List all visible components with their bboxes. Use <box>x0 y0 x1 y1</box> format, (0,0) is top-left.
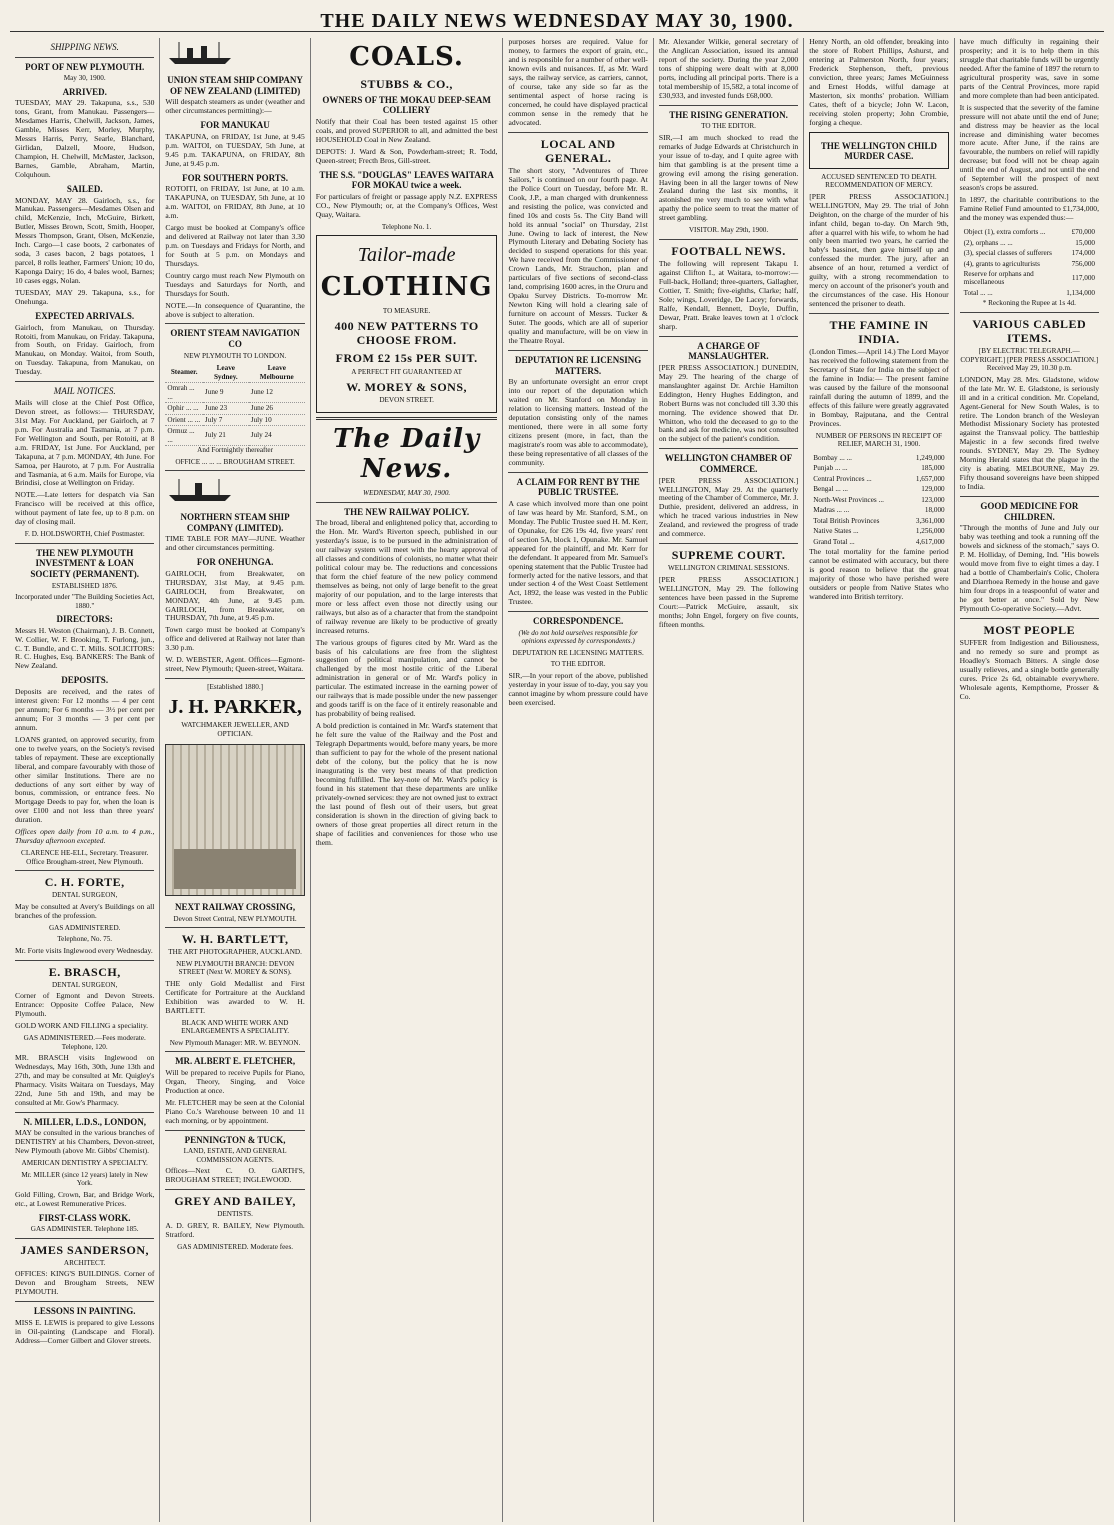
local-text: The short story, "Adventures of Three Sailors," is continued on our fourth page. At the Police Court on Tuesday, before Mr. R. Cook, J.P., a man charged with drunkenness and resisting the police, was convicted and fined 10s and costs 5s. The City Band will hold its annual "social" on Thursday, 21st June. Owing to lack of interest, the New Plymouth Literary and Debating Society has decided to suspend operations for this year. We have received from the Commissioner of Crown Lands, Mr. Strauchon, plan and particulars of five sections of second-class land, comprising 1600 acres, in the Oruru and Opaku Survey Districts. To-morrow Mr. Newton King will hold a clearing sale of furniture on account of Messrs. Tucker & Suter. The goods, which are all of superior quality and manufacture, will be on view in the Theatre Royal. <box>508 165 648 345</box>
pennington-body: Offices—Next C. O. GARTH'S, BROUGHAM STREET; INGLEWOOD. <box>165 1166 305 1185</box>
table-cell: Total British Provinces <box>813 516 880 525</box>
paper-date: WEDNESDAY, MAY 30, 1900. <box>363 489 451 498</box>
famine-text-2: The total mortality for the famine period cannot be estimated with accuracy, but there is good reason to believe that the great majority of those who have perished were outsiders or people from Native States who wandered into British territory. <box>809 547 949 602</box>
table-cell: Object (1), extra comforts ... <box>963 228 1046 237</box>
supreme-heading: SUPREME COURT. <box>671 548 786 563</box>
fund-table <box>960 226 1099 299</box>
bartlett-title: THE ART PHOTOGRAPHER, AUCKLAND. <box>168 948 302 957</box>
table-cell: June 9 <box>203 383 249 403</box>
football-text: The following will represent Takapu I. against Clifton I., at Waitara, to-morrow:—Full-back, Holland; three-quarters, Gallagher, Cottier, T. Smith; five-eighths, Clarke; half, Sole; wings, Loveridge, De Lacey; forwards, Ralfe, Kendall, Bennett, Doyle, Duffin, Dewar, Pratt. Brake leaves town at 1 o'clock sharp. <box>658 258 799 331</box>
murder-text: [PER PRESS ASSOCIATION.] WELLINGTON, May 29. The trial of John Deighton, on the charge of the murder of his infant child, began to-day. On March 9th, after a quarrel with his wife, to whom he had only been married two years, he carried the baby's bassinet, then gave himself up and confessed the murder. The jury, after an absence of an hour, returned a verdict of guilty, with a strong recommendation to mercy on account of the prisoner's youth and the circumstances of the case. His Honour sentenced the prisoner to death. <box>809 191 949 309</box>
orient-col-steamer: Steamer. <box>165 363 203 382</box>
murder-sub: ACCUSED SENTENCED TO DEATH. RECOMMENDATION OF MERCY. <box>821 172 937 190</box>
parker-name: J. H. PARKER, <box>168 695 302 718</box>
columns <box>10 38 1104 1522</box>
deposits-text: Deposits are received, and the rates of interest given: For 12 months — 4 per cent per annum; For 6 months — 3½ per cent per annum; For 3 months — 3 per cent per annum. <box>15 686 155 732</box>
table-cell: July 7 <box>203 414 249 425</box>
table-row <box>811 475 946 483</box>
pennington-name: PENNINGTON & TUCK, <box>184 1134 286 1145</box>
table-cell: Omrah ... ... <box>165 383 203 403</box>
editorial-para-1: The broad, liberal and enlightened policy that, according to the Hon. Mr. Ward's Riverton speech, published in our yesterday's issue, is to be pursued in the administration of our railway system will meet with the hearty approval of all classes and conditions of colonists, no matter what their political colour may be. The reductions and concessions that form the chief feature of the new policy commend themselves as being, not only of large benefit to the great majority of our population, and to the large interests that more or less affect even those not directly using our railways, but also as of a character that from the standpoint of railway revenue are likely to be productive of greatly increased returns. <box>315 518 498 635</box>
table-cell: Reserve for orphans and miscellaneous <box>963 270 1034 287</box>
orient-name: ORIENT STEAM NAVIGATION CO <box>170 328 300 350</box>
table-cell: June 23 <box>203 403 249 414</box>
shipping-heading: SHIPPING NEWS. <box>50 42 119 52</box>
rising-sign: VISITOR. May 29th, 1900. <box>688 226 769 235</box>
shipping-date: May 30, 1900. <box>63 74 106 83</box>
rising-text: SIR,—I am much shocked to read the remarks of Judge Edwards at Christchurch in your issue of to-day, and I quite agree with him that gambling is at the present time a growing evil among the rising generation. Having been in all the larger towns of New Zealand during the last six months, it astonished me very much to see with what apathy the police seem to treat the matter of street gambling. <box>658 132 799 223</box>
col6-para-1: Henry North, an old offender, breaking into the store of Robert Phillips, Ashurst, and entering at Palmerston North, four years; Frederick Stephenson, theft, previous conviction, three years; James McGuinness and Ernest Hodds, wilful damage at Masterton, six months' probation. William Cates, theft of a bicycle; John W. Lacon, receiving stolen property; John Crombie, forging a cheque. <box>809 37 949 127</box>
masthead <box>10 6 1104 32</box>
loans-text: LOANS granted, on approved security, from one to twelve years, on the Society's revised tables of repayment. These are exceptionally liberal, and compare favourably with those of other similar Institutions. There are no deductions of any sort either by way of bonus, commission, or entrance fees. No Mortgage Deeds to pay for, when the loan is over £100 and not less than three years' duration. <box>15 734 155 825</box>
column-7 <box>955 38 1104 1522</box>
table-cell: June 26 <box>249 403 305 414</box>
table-cell: July 10 <box>249 414 305 425</box>
society-incorporated: Incorporated under "The Building Societies Act, 1880." <box>15 593 155 610</box>
table-cell: 174,000 <box>1071 249 1096 258</box>
table-cell: Ophir ... ... <box>165 403 203 414</box>
orient-col-melbourne: Leave Melbourne <box>249 363 305 382</box>
editorial-para-3: A bold prediction is contained in Mr. Ward's statement that he felt sure the value of the Railway and the Post and Telegraph Departments would, before many years, be more than sufficient to pay for the whole of the present national debt of the colony, but the policy that he is now inaugurating is the very best means of that prediction becoming fulfilled. The key-note of Mr. Ward's policy is found in his statement that these departments are unlike privately-owned services: they are not owned just to extract the last pound of flesh out of their users, but great consideration is shown in the direction of giving back to owners of those great properties all direct return in the shape of facilities and conveniences for those who use them. <box>315 721 498 847</box>
morey-price: FROM £2 15s PER SUIT. <box>335 351 478 366</box>
table-cell: Madras ... ... <box>813 506 850 515</box>
morey-measure: TO MEASURE. <box>382 306 431 315</box>
bartlett-name: W. H. BARTLETT, <box>181 932 289 947</box>
table-cell: Ormuz ... ... <box>165 426 203 446</box>
table-row <box>962 239 1097 247</box>
table-cell: 1,134,000 <box>1066 288 1096 297</box>
col7-para-3: In 1897, the charitable contributions to the Famine Relief Fund amounted to £1,734,000, and the money was expended thus:— <box>959 195 1100 223</box>
famine-table-label: NUMBER OF PERSONS IN RECEIPT OF RELIEF, MARCH 31, 1900. <box>815 432 943 449</box>
deputation-text: By an unfortunate oversight an error crept into our report of the deputation which waited on Mr. Stanford on Monday in relation to licensing matters. Instead of the deputation consisting only of the names mentioned, there were in all some forty citizens present (more, in fact, than the magistrate's room was able to accommodate), these being representative of all classes of the community. <box>508 377 648 467</box>
table-cell: 18,000 <box>924 506 945 515</box>
rising-to: TO THE EDITOR. <box>701 122 756 131</box>
painting-heading: LESSONS IN PAINTING. <box>33 1306 136 1317</box>
northern-cargo: Town cargo must be booked at Company's office and delivered at Railway not later than 3.30 p.m. <box>165 625 305 653</box>
table-cell: Native States ... <box>813 527 859 536</box>
union-south-label: FOR SOUTHERN PORTS. <box>182 172 289 183</box>
arrived-label: ARRIVED. <box>62 86 107 97</box>
parker-crossing: NEXT RAILWAY CROSSING, <box>175 902 296 913</box>
table-cell: 756,000 <box>1071 259 1096 268</box>
table-row <box>165 403 304 414</box>
grey-gas: GAS ADMINISTERED. Moderate fees. <box>177 1242 294 1251</box>
shopfront-illustration <box>165 744 304 896</box>
table-row <box>811 454 946 462</box>
coals-sub: OWNERS OF THE MOKAU DEEP-SEAM COLLIERY <box>322 94 491 116</box>
tuesday-text: TUESDAY, MAY 29. Takapuna, s.s., for Onehunga. <box>15 288 155 306</box>
northern-name: NORTHERN STEAM SHIP COMPANY (LIMITED). <box>180 511 290 533</box>
bartlett-branch: NEW PLYMOUTH BRANCH: DEVON STREET (Next W. MOREY & SONS). <box>176 959 295 977</box>
northern-intro: TIME TABLE FOR MAY—JUNE. Weather and other circumstances permitting. <box>165 534 305 553</box>
famine-text: (London Times.—April 14.) The Lord Mayor has received the following statement from the Secretary of State for India on the subject of the famine in India:— The present famine was caused by the failure of the monsoonal rainfall during the autumn of 1899, and the effects of this failure were greatly aggravated in Bombay, Rajputana, and the Central Provinces. <box>809 347 949 429</box>
brasch-gold: GOLD WORK AND FILLING a speciality. <box>15 1021 149 1031</box>
column-4 <box>503 38 653 1522</box>
orient-office: OFFICE ... ... ... BROUGHAM STREET. <box>175 457 295 466</box>
society-name: THE NEW PLYMOUTH INVESTMENT & LOAN SOCIETY (PERMANENT). <box>30 547 140 579</box>
col5-para-1: Mr. Alexander Wilkie, general secretary of the Anglican Association, issued its annual report of the society. During the year 2,000 tons of shipping were dealt with at 8,000 ports, including all principal ports. There is a total membership of 15,582, a total income of £30,933, and invested funds £68,000. <box>658 37 799 100</box>
table-cell: 1,657,000 <box>915 474 945 483</box>
table-cell: 1,256,000 <box>915 527 945 536</box>
table-cell: 1,249,000 <box>915 453 945 462</box>
table-cell: Total ... ... <box>963 288 993 297</box>
forte-gas: GAS ADMINISTERED. <box>48 923 121 932</box>
steamship-icon <box>165 40 235 66</box>
miller-specialty: AMERICAN DENTISTRY A SPECIALTY. <box>21 1159 148 1168</box>
brasch-visits: MR. BRASCH visits Inglewood on Wednesdays, May 16th, 30th, June 13th and 27th, and may be consulted at Mr. Quigley's Pharmacy. Visits Waitara on Tuesdays, May 22nd, June 5th and 19th, and may be consulted at Mr. Gow's Pharmacy. <box>15 1053 155 1107</box>
table-cell: 185,000 <box>921 464 945 473</box>
parker-address: Devon Street Central, NEW PLYMOUTH. <box>173 914 297 923</box>
orient-schedule <box>165 363 304 446</box>
column-6 <box>804 38 954 1522</box>
rising-heading: THE RISING GENERATION. <box>669 109 788 120</box>
brasch-gas: GAS ADMINISTERED.—Fees moderate. Telephone, 120. <box>23 1034 146 1051</box>
table-row <box>811 464 946 472</box>
fletcher-body: Will be prepared to receive Pupils for Piano, Organ, Theory, Singing, and Voice Production at once. <box>165 1067 305 1095</box>
cables-sub: [BY ELECTRIC TELEGRAPH.—COPYRIGHT.] [PER PRESS ASSOCIATION.] Received May 29, 10.30 p.m. <box>960 347 1099 373</box>
table-cell: Punjab ... ... <box>813 464 848 473</box>
paper-nameplate: The Daily News. <box>333 423 481 485</box>
forte-title: DENTAL SURGEON, <box>51 891 118 900</box>
deputation-heading: DEPUTATION RE LICENSING MATTERS. <box>515 354 642 376</box>
wellington-text: [PER PRESS ASSOCIATION.] WELLINGTON, May 29. At the quarterly meeting of the Chamber of Commerce, Mr. J. Duthie, president, delivered an address, in which he traced various industries in New Zealand, and reviewed the progress of trade and commerce. <box>658 475 799 539</box>
famine-heading: THE FAMINE IN INDIA. <box>829 318 929 347</box>
fund-note: * Reckoning the Rupee at 1s 4d. <box>982 299 1076 308</box>
col7-para-2: It is suspected that the severity of the famine pressure will not abate until the end of June; and distress may be heavier as the local increase and diminishing water becomes more acute. After June, if the rains are favourable, the numbers on relief will rapidly decrease; but food will not be cheap again until the end of August, and not until the end of September will the prospect of next season's crops be assured. <box>959 102 1100 193</box>
orient-footer: And Fortnightly thereafter <box>197 446 274 455</box>
editorial-para-2: The various groups of figures cited by Mr. Ward as the basis of his calculations are free from the slightest suggestion of political manipulation, and cannot be challenged by the most hostile critic of the Liberal administration in general or of Mr. Ward's policy in particular. The estimated increase in the earning power of our railways that is made possible under the new passenger and goods tariff is on the face of it entirely reasonable and has probability of being realised. <box>315 637 498 719</box>
masthead-title: THE DAILY NEWS WEDNESDAY MAY 30, 1900. <box>320 10 794 32</box>
hours-text: Offices open daily from 10 a.m. to 4 p.m., Thursday afternoon excepted. <box>15 827 155 846</box>
grey-name: GREY AND BAILEY, <box>174 1194 296 1208</box>
morey-name: W. MOREY & SONS, <box>346 380 468 395</box>
table-cell: 3,361,000 <box>915 516 945 525</box>
miller-gas: GAS ADMINISTER. Telephone 185. <box>30 1225 139 1234</box>
cables-heading: VARIOUS CABLED ITEMS. <box>972 316 1087 346</box>
coals-depots: DEPOTS: J. Ward & Son, Powderham-street; R. Todd, Queen-street; Frecth Bros, Gill-street. <box>315 146 498 165</box>
miller-first: FIRST-CLASS WORK. <box>38 1212 131 1223</box>
table-cell: Grand Total ... <box>813 537 855 546</box>
expected-text: Gairloch, from Manukau, on Thursday. Rotoiti, from Manukau, on Friday. Takapuna, from South, on Friday. Gairloch, from Manukau, on Monday. Waitoi, from South, on Tuesday. Takapuna, from Manukau, on Tuesday. <box>15 322 155 377</box>
table-cell: 117,000 <box>1071 274 1096 283</box>
parker-established: [Established 1880.] <box>207 683 264 692</box>
mail-text: Mails will close at the Chief Post Office, Devon street, as follows:— THURSDAY, 31st May. For Auckland, per Gairloch, at 7 p.m. For Australia and Tasmania, at 7 p.m. For Wellington and South, per Rotoiti, at 8 a.m. FRIDAY, 1st June. For Auckland, per Takapuna, at 7 p.m. MONDAY, 4th June. For Samoa, per Hauroto, at 7 p.m. For Australia and Tasmania, at 6 a.m. Mails for Europe, via Brindisi, close at Wellington on Friday. <box>15 397 155 488</box>
table-row <box>811 506 946 514</box>
col4-para-1: purposes horses are required. Value for money, to farmers the export of grain, etc., and is responsible for a number of other well-known evils and nuisances. If, as Mr. Ward says, the railway service, as carriers, cannot, of course, take any side so far as the sentimental aspect of horse racing is concerned, he could have displayed practical common sense in the remedy that he advocated. <box>508 37 648 127</box>
union-manukau-label: FOR MANUKAU <box>200 120 270 131</box>
supreme-text: [PER PRESS ASSOCIATION.] WELLINGTON, May 29. The following sentences have been passed in the Supreme Court:—Patrick McGuire, assault, six months; John Engel, forgery on five counts, fifteen months. <box>658 574 799 629</box>
fletcher-note: Mr. FLETCHER may be seen at the Colonial Piano Co.'s Warehouse between 10 and 11 each morning, or by appointment. <box>165 1097 305 1125</box>
parker-title: WATCHMAKER JEWELLER, AND OPTICIAN. <box>181 721 289 738</box>
table-row <box>165 426 304 446</box>
grey-body: A. D. GREY, R. BAILEY, New Plymouth. Stratford. <box>165 1220 305 1239</box>
union-cargo: Cargo must be booked at Company's office and delivered at Railway not later than 3.30 p.m. on Tuesdays and Fridays for North, and for South at 5 p.m. on Mondays and Thursdays. <box>165 222 305 268</box>
column-1 <box>10 38 160 1522</box>
column-5 <box>654 38 804 1522</box>
union-manukau: TAKAPUNA, on FRIDAY, 1st June, at 9.45 p.m. WAITOI, on TUESDAY, 5th June, at 9.45 p.m. TAKAPUNA, on FRIDAY, 8th June, at 9.45 p.m. <box>165 131 305 168</box>
table-cell: 4,617,000 <box>915 537 945 546</box>
claim-heading: A CLAIM FOR RENT BY THE PUBLIC TRUSTEE. <box>516 476 640 498</box>
orient-col-sydney: Leave Sydney. <box>203 363 249 382</box>
bartlett-manager: New Plymouth Manager: MR. W. BEYNON. <box>169 1038 301 1047</box>
directors-text: Messrs H. Weston (Chairman), J. B. Connett, W. Collier, W. F. Brooking, T. Furlong, jun., C. T. Bundle, and C. T. Mills. SOLICITORS: R. C. Hughes, Esq. BANKERS: The Bank of New Zealand. <box>15 625 155 671</box>
coals-phone: Telephone No. 1. <box>381 222 432 231</box>
forte-note: Mr. Forte visits Inglewood every Wednesday. <box>15 945 153 955</box>
most-people-heading: MOST PEOPLE <box>983 622 1076 637</box>
correspondence-text: SIR,—In your report of the above, published yesterday in your issue of to-day, you say you cannot imagine by whom pressure could have been exercised. <box>508 670 648 707</box>
correspondence-note: (We do not hold ourselves responsible for opinions expressed by correspondents.) <box>518 628 638 646</box>
table-row <box>811 517 946 525</box>
table-cell: July 24 <box>249 426 305 446</box>
table-cell: 15,000 <box>1075 238 1096 247</box>
mail-late: NOTE.—Late letters for despatch via San Francisco will be received at this office, without payment of late fee, up to 8 p.m. on day of closing mail. <box>15 490 155 527</box>
sanderson-title: ARCHITECT. <box>63 1258 106 1267</box>
morey-advert <box>316 235 498 412</box>
table-cell: Bombay ... ... <box>813 453 852 462</box>
table-cell: 129,000 <box>921 485 945 494</box>
correspondence-heading: CORRESPONDENCE. <box>533 616 624 627</box>
miller-body: MAY be consulted in the various branches of DENTISTRY at his Chambers, Devon-street, New Plymouth (above Mr. Gibbs' Chemist). <box>15 1128 155 1156</box>
grey-title: DENTISTS. <box>217 1210 253 1219</box>
murder-heading: THE WELLINGTON CHILD MURDER CASE. <box>820 140 938 162</box>
steamship-icon <box>165 477 235 503</box>
table-row <box>962 228 1097 236</box>
football-heading: FOOTBALL NEWS. <box>671 243 786 258</box>
sailed-text: MONDAY, MAY 28. Gairloch, s.s., for Manukau. Passengers—Mesdames Olsen and child, McKenzie, Inch, McGuire, Birkett, Butler, Misses Brown, Scott, Smith, Hooper, Messrs Thompson, Grant, Olsen, McKenzie, Inch. Cargo—1 case boots, 2 carbonates of soda, 3 cases bacon, 2 bags potatoes, 1 parcel, 8 rolls leather, Farmers' Union; 10 do, Kaponga Dairy; 16 do, 4 bales wool, Barnes; 10 cases eggs, Nolan. <box>15 195 155 286</box>
table-cell: (2), orphans ... ... <box>963 238 1013 247</box>
union-intro: Will despatch steamers as under (weather and other circumstances permitting):— <box>165 97 305 116</box>
table-row <box>165 414 304 425</box>
brasch-title: DENTAL SURGEON, <box>51 980 118 989</box>
morey-guarantee: A PERFECT FIT GUARANTEED AT <box>351 367 462 376</box>
forte-body: May be consulted at Avery's Buildings on all branches of the profession. <box>15 901 155 920</box>
table-cell: £70,000 <box>1071 228 1096 237</box>
pennington-title: LAND, ESTATE, AND GENERAL COMMISSION AGENTS. <box>183 1147 287 1164</box>
union-name: UNION STEAM SHIP COMPANY OF NEW ZEALAND (LIMITED) <box>167 74 303 96</box>
union-country: Country cargo must reach New Plymouth on Tuesdays and Saturdays for North, and Thursdays for South. <box>165 270 305 298</box>
table-row <box>962 260 1097 268</box>
claim-text: A case which involved more than one point of law was heard by Mr. Stanford, S.M., on Monday. The Public Trustee sued H. M. Kerr, of Opunake, for £26 19s 4d, five years' rent of section 5A, block 1, Opunake. Mr. Samuel appeared for the plaintiff, and Mr. Kerr for the defendant. It appeared from Mr. Samuel's opening statement that the Public Trustee had formerly acted for the native lessors, and that under section 4 of the West Coast Settlement Act, 1892, the lease was vested in the Public Trustee. <box>508 498 648 607</box>
good-medicine-heading: GOOD MEDICINE FOR CHILDREN. <box>980 501 1079 522</box>
bartlett-body: THE only Gold Medallist and First Certificate for Portraiture at the Auckland Exhibition was awarded to W. H. BARTLETT. <box>165 978 305 1015</box>
union-note: NOTE.—In consequence of Quarantine, the above is subject to alteration. <box>165 300 305 319</box>
table-row <box>962 289 1097 297</box>
port-heading: PORT OF NEW PLYMOUTH. <box>25 61 145 72</box>
coals-steamer: THE S.S. "DOUGLAS" LEAVES WAITARA FOR MOKAU twice a week. <box>319 169 494 191</box>
union-south: ROTOITI, on FRIDAY, 1st June, at 10 a.m. TAKAPUNA, on TUESDAY, 5th June, at 10 a.m. WAITOI, on FRIDAY, 8th June, at 10 a.m. <box>165 184 305 220</box>
table-cell: Bengal ... ... <box>813 485 848 494</box>
sanderson-body: OFFICES: KING'S BUILDINGS. Corner of Devon and Brougham Streets, NEW PLYMOUTH. <box>15 1269 155 1297</box>
morey-clothing: CLOTHING <box>320 271 493 302</box>
mail-signed: F. D. HOLDSWORTH, Chief Postmaster. <box>24 530 145 539</box>
miller-name: N. MILLER, L.D.S., LONDON, <box>23 1116 146 1127</box>
sailed-label: SAILED. <box>66 183 103 194</box>
editorial-headline: THE NEW RAILWAY POLICY. <box>344 506 470 517</box>
brasch-name: E. BRASCH, <box>48 964 121 979</box>
table-cell: North-West Provinces ... <box>813 495 884 504</box>
murder-heading-box <box>809 132 948 169</box>
northern-agent: W. D. WEBSTER, Agent. Offices—Egmont-street, New Plymouth; Queen-street, Waitara. <box>165 655 305 674</box>
local-heading: LOCAL AND GENERAL. <box>540 136 616 165</box>
orient-route: NEW PLYMOUTH TO LONDON. <box>183 351 287 360</box>
coals-firm: STUBBS & CO., <box>360 76 453 91</box>
forte-name: C. H. FORTE, <box>44 875 125 890</box>
painting-body: MISS E. LEWIS is prepared to give Lessons in Oil-painting (Landscape and Floral). Address—Corner Gilbert and Glover streets. <box>15 1317 155 1345</box>
forte-phone: Telephone, No. 75. <box>57 935 113 944</box>
column-3 <box>311 38 504 1522</box>
table-row <box>811 527 946 535</box>
wellington-heading: WELLINGTON CHAMBER OF COMMERCE. <box>664 453 793 474</box>
society-established: ESTABLISHED 1876. <box>51 581 118 590</box>
famine-relief-table <box>809 452 948 548</box>
table-row <box>811 538 946 546</box>
table-cell: 123,000 <box>921 495 945 504</box>
miller-note: Mr. MILLER (since 12 years) lately in New York. <box>21 1170 148 1188</box>
manslaughter-heading: A CHARGE OF MANSLAUGHTER. <box>688 340 769 362</box>
coals-title: COALS. <box>349 42 464 72</box>
table-cell: July 21 <box>203 426 249 446</box>
directors-label: DIRECTORS: <box>56 613 113 624</box>
table-row <box>811 496 946 504</box>
table-row <box>962 270 1097 287</box>
coals-body: Notify that their Coal has been tested against 15 other coals, and proved SUPERIOR to all, and admitted the best HOUSEHOLD Coal in New Zealand. <box>315 117 498 144</box>
brasch-body: Corner of Egmont and Devon Streets. Entrance: Opposite Coffee Palace, New Plymouth. <box>15 991 155 1019</box>
morey-patterns: 400 NEW PATTERNS TO CHOOSE FROM. <box>334 319 479 348</box>
coals-freight: For particulars of freight or passage apply N.Z. EXPRESS CO., New Plymouth; or, at the Company's Offices, West Quay, Waitara. <box>315 192 498 219</box>
good-medicine-text: "Through the months of June and July our baby was teething and took a running off the bowels and sickness of the stomach," says O. P. M. Holliday, of Deming, Ind. "His bowels would move from five to eight times a day. I had a bottle of Chamberlain's Colic, Cholera and Diarrhoea Remedy in the house and gave him four drops in a teaspoonful of water and he got better at once." Sold by New Plymouth Co-operative Society.—Advt. <box>959 523 1100 613</box>
arrived-text: TUESDAY, MAY 29. Takapuna, s.s., 530 tons, Grant, from Manukau. Passengers—Mesdames Harris, Chelwill, Jackson, James, Gamble, Misses Kerr, Morley, Murphy, Messrs Harris, Perry, Searle, Blanchard, Girlidan, Dalzell, Moore, Hudson, Champion, H. Chelwill, McMaster, Jackson, Barnes, Gamble, Abraham, Martin, Colquhoun. <box>15 98 155 179</box>
bartlett-enlargements: BLACK AND WHITE WORK AND ENLARGEMENTS A SPECIALITY. <box>181 1018 290 1036</box>
col7-para-1: have much difficulty in regaining their prosperity; and it is to help them in this struggle that charitable funds will be urgently needed. After the famine of 1897 the return to agricultural prosperity was, save in some parts of the Central Provinces, more rapid and more complete than had been anticipated. <box>959 37 1100 100</box>
table-cell: (3), special classes of sufferers <box>963 249 1052 258</box>
deposits-label: DEPOSITS. <box>61 675 109 686</box>
correspondence-sub: DEPUTATION RE LICENSING MATTERS. <box>512 648 644 657</box>
northern-onehunga-label: FOR ONEHUNGA. <box>196 557 274 568</box>
miller-gold: Gold Filling, Crown, Bar, and Bridge Work, etc., at Lowest Remunerative Prices. <box>15 1189 155 1208</box>
table-cell: (4), grants to agriculturists <box>963 259 1040 268</box>
secretary-text: CLARENCE HE-ELL, Secretary. Treasurer. Office Brougham-street, New Plymouth. <box>21 849 149 866</box>
expected-label: EXPECTED ARRIVALS. <box>35 310 135 321</box>
manslaughter-text: [PER PRESS ASSOCIATION.] DUNEDIN, May 29. The hearing of the charge of manslaughter against Dr. Archie Hamilton Eddington, Henry Hughes Eddington, and Robert Burns was not concluded till 3.30 this morning. The evidence showed that Dr. Whitton, who told the deceased to go to the bank and ask for medicine, was not consulted on the subject of the patient's condition. <box>658 362 799 444</box>
morey-tailor: Tailor-made <box>357 244 456 267</box>
most-people-text: SUFFER from Indigestion and Biliousness, and no remedy so sure and prompt as Hoadley's Stomach Bitters. A single dose usually relieves, and a single bottle generally cures. Price 2s 6d, obtainable everywhere. Wholesale agents, Kempthorne, Prosser & Co. <box>959 638 1100 701</box>
morey-street: DEVON STREET. <box>379 396 434 405</box>
sanderson-name: JAMES SANDERSON, <box>20 1242 150 1257</box>
table-cell: Central Provinces ... <box>813 474 872 483</box>
cables-text: LONDON, May 28. Mrs. Gladstone, widow of the late Mr. W. E. Gladstone, is seriously ill and in a critical condition. Mr. Copeland, Agent-General for New South Wales, is to retire. The London branch of the Wesleyan Methodist Missionary Society has protested against the Transvaal policy. The battleship Majestic in a few seconds fired twelve rounds. SYDNEY, May 29. The Sydney Morning Herald states that the plague in the city is abating. MELBOURNE, May 29. Fifty thousand sovereigns have been shipped to India. <box>959 374 1100 492</box>
table-row <box>165 383 304 403</box>
table-cell: June 12 <box>249 383 305 403</box>
mail-heading: MAIL NOTICES. <box>53 386 116 397</box>
table-row <box>962 249 1097 257</box>
table-cell: Orient ... ... <box>165 414 203 425</box>
supreme-sub: WELLINGTON CRIMINAL SESSIONS. <box>667 564 790 573</box>
correspondence-to: TO THE EDITOR. <box>550 660 606 669</box>
fletcher-name: MR. ALBERT E. FLETCHER, <box>175 1056 296 1067</box>
northern-onehunga: GAIRLOCH, from Breakwater, on THURSDAY, 31st May, at 9.45 p.m. GAIRLOCH, from Breakwater, on MONDAY, 4th June, at 9.45 p.m. GAIRLOCH, from Breakwater, on THURSDAY, 7th June, at 9.45 p.m. <box>165 568 305 623</box>
column-2 <box>160 38 310 1522</box>
table-row <box>811 485 946 493</box>
